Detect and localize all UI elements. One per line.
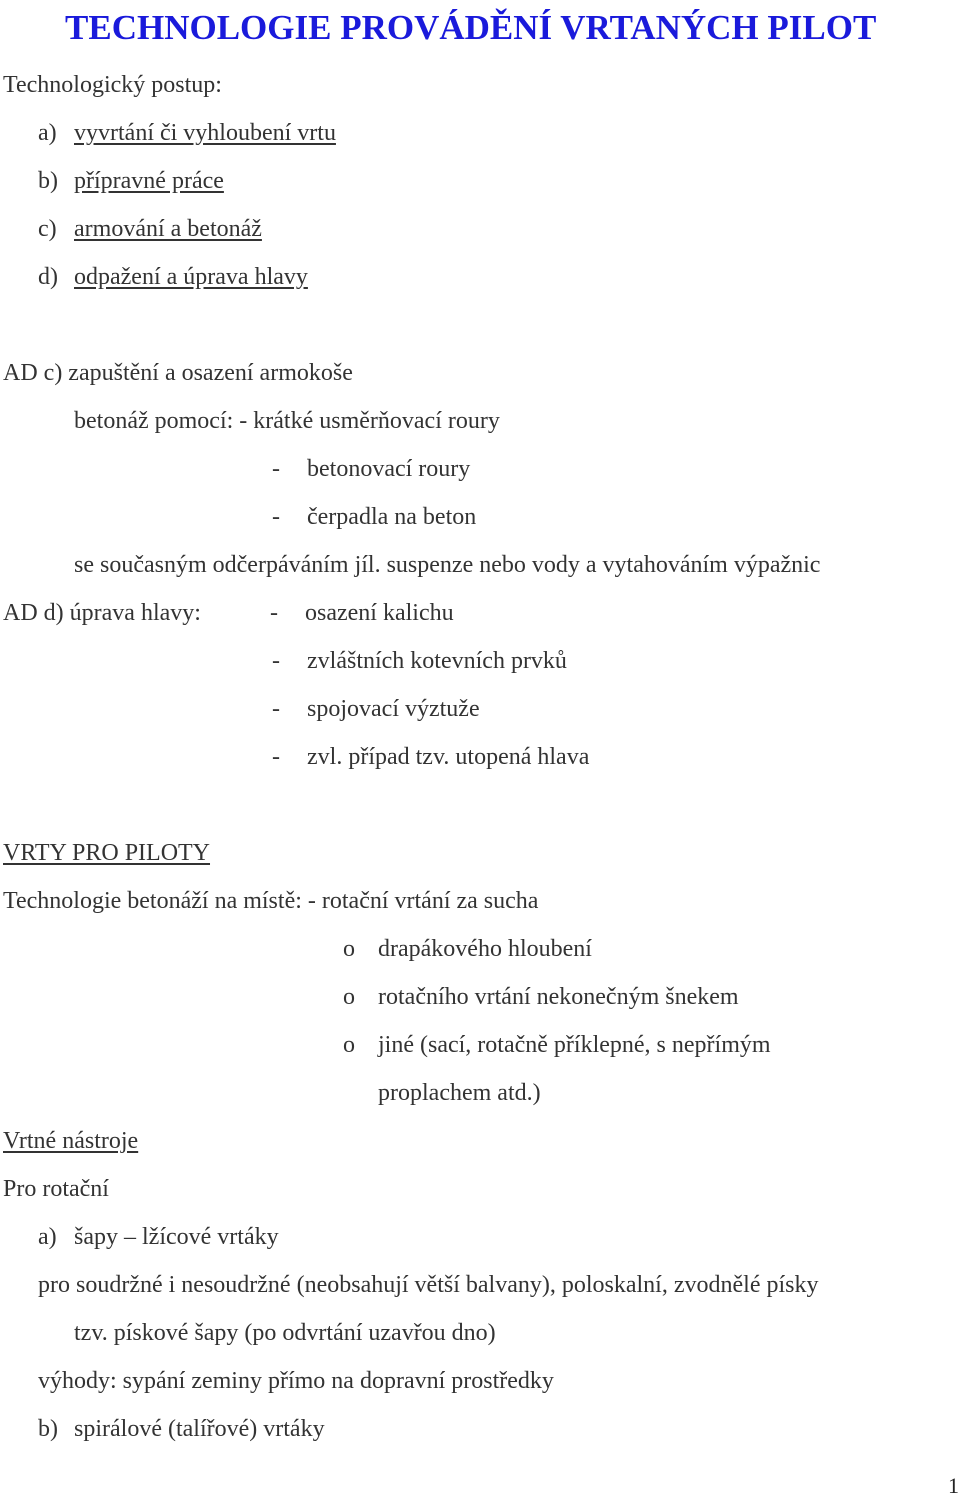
ad-c-heading: AD c) zapuštění a osazení armokoše <box>3 360 353 386</box>
tools-desc2: tzv. pískové šapy (po odvrtání uzavřou dno) <box>74 1320 496 1346</box>
vrty-item-1: drapákového hloubení <box>378 936 592 962</box>
ad-d-item-1: osazení kalichu <box>305 600 454 626</box>
tools-desc1: pro soudržné i nesoudržné (neobsahují větší balvany), poloskalní, zvodnělé písky <box>38 1272 819 1298</box>
ad-d-dash-2: - <box>272 648 280 674</box>
vrty-bullet-1: o <box>343 936 355 962</box>
vrty-item-3: jiné (sací, rotačně příklepné, s nepřímým <box>378 1032 771 1058</box>
ad-c-dash-2: - <box>272 504 280 530</box>
vrty-heading: VRTY PRO PILOTY <box>3 840 211 866</box>
intro-text: Technologický postup: <box>3 72 222 98</box>
tools-heading: Vrtné nástroje <box>3 1128 139 1154</box>
tools-b-text: spirálové (talířové) vrtáky <box>74 1416 325 1442</box>
ad-d-item-2: zvláštních kotevních prvků <box>307 648 567 674</box>
ad-c-item-2: čerpadla na beton <box>307 504 477 530</box>
step-d-marker: d) <box>38 264 58 290</box>
tools-a-marker: a) <box>38 1224 57 1250</box>
ad-d-item-4: zvl. případ tzv. utopená hlava <box>307 744 590 770</box>
step-a-marker: a) <box>38 120 57 146</box>
tools-advantages: výhody: sypání zeminy přímo na dopravní prostředky <box>38 1368 554 1394</box>
ad-c-line1: betonáž pomocí: - krátké usměrňovací roury <box>74 408 500 434</box>
step-a-text: vyvrtání či vyhloubení vrtu <box>74 120 336 146</box>
vrty-item-2: rotačního vrtání nekonečným šnekem <box>378 984 739 1010</box>
ad-c-item-1: betonovací roury <box>307 456 471 482</box>
tools-b-marker: b) <box>38 1416 58 1442</box>
step-b-marker: b) <box>38 168 58 194</box>
step-b-text: přípravné práce <box>74 168 224 194</box>
tools-sub: Pro rotační <box>3 1176 109 1202</box>
ad-d-label: AD d) úprava hlavy: <box>3 600 201 626</box>
step-c-marker: c) <box>38 216 57 242</box>
ad-d-item-3: spojovací výztuže <box>307 696 480 722</box>
ad-d-dash-1: - <box>270 600 278 626</box>
ad-c-tail: se současným odčerpáváním jíl. suspenze nebo vody a vytahováním výpažnic <box>74 552 821 578</box>
vrty-continuation: proplachem atd.) <box>378 1080 541 1106</box>
ad-d-dash-3: - <box>272 696 280 722</box>
step-c-text: armování a betonáž <box>74 216 262 242</box>
page-title: TECHNOLOGIE PROVÁDĚNÍ VRTANÝCH PILOT <box>65 8 877 47</box>
ad-d-dash-4: - <box>272 744 280 770</box>
tools-a-text: šapy – lžícové vrtáky <box>74 1224 279 1250</box>
vrty-bullet-3: o <box>343 1032 355 1058</box>
page-number: 1 <box>948 1473 959 1498</box>
ad-c-dash-1: - <box>272 456 280 482</box>
vrty-line: Technologie betonáží na místě: - rotační vrtání za sucha <box>3 888 539 914</box>
vrty-bullet-2: o <box>343 984 355 1010</box>
step-d-text: odpažení a úprava hlavy <box>74 264 308 290</box>
